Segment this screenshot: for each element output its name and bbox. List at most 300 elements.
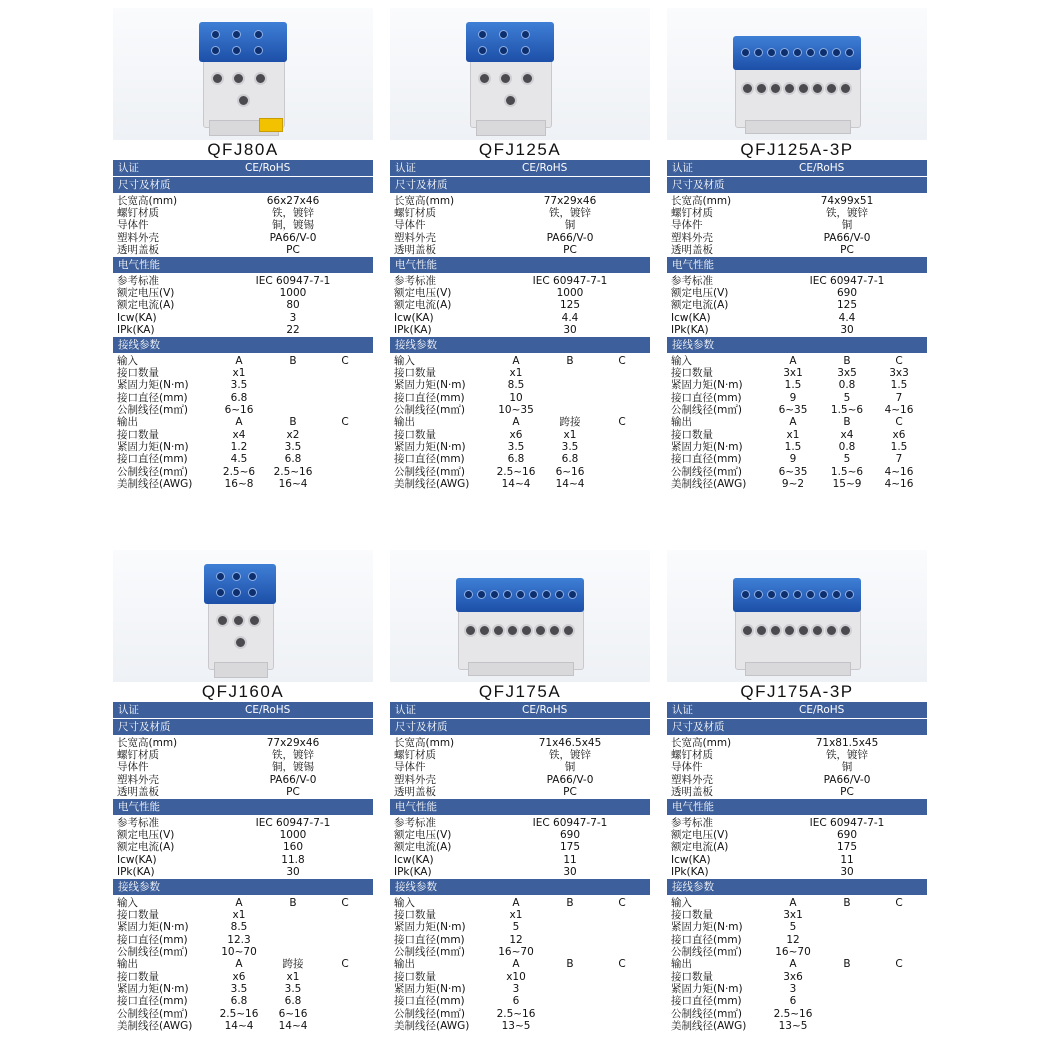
wiring-row xyxy=(667,995,927,1007)
wiring-label: 公制线径(m㎡) xyxy=(671,1007,742,1020)
spec-label: 参考标准 xyxy=(671,274,713,287)
wiring-row xyxy=(113,466,373,478)
terminal-hole-icon xyxy=(506,624,519,637)
spec-label: 塑料外壳 xyxy=(671,773,713,786)
screw-icon xyxy=(845,590,854,599)
wiring-row xyxy=(390,946,650,958)
terminal-hole-icon xyxy=(811,624,824,637)
spec-label: 额定电流(A) xyxy=(394,299,452,312)
wiring-header xyxy=(390,879,650,895)
wiring-row xyxy=(667,355,927,367)
spec-row xyxy=(667,854,927,866)
wiring-value-c: 7 xyxy=(895,453,903,466)
wiring-label: 紧固力矩(N·m) xyxy=(117,379,189,392)
wiring-value-b: x4 xyxy=(840,428,854,441)
wiring-row xyxy=(390,392,650,404)
wiring-value-b: 0.8 xyxy=(838,440,856,453)
wiring-label: 接口直径(mm) xyxy=(671,995,742,1008)
product-model-title: QFJ125A xyxy=(478,140,562,159)
spec-value: 71x46.5x45 xyxy=(538,737,602,749)
wiring-label: 接口数量 xyxy=(671,909,713,922)
wiring-value-a: 13~5 xyxy=(501,1019,531,1032)
spec-value: PC xyxy=(286,785,300,798)
wiring-row xyxy=(390,1020,650,1032)
wiring-rows xyxy=(390,354,650,491)
wiring-label: 美制线径(AWG) xyxy=(394,1019,470,1032)
screw-icon xyxy=(767,48,776,57)
wiring-label: 紧固力矩(N·m) xyxy=(671,982,743,995)
section-title: 接线参数 xyxy=(395,338,437,351)
terminal-hole-icon xyxy=(741,82,754,95)
wiring-value-a: x10 xyxy=(506,970,526,983)
spec-label: 透明盖板 xyxy=(671,243,713,256)
wiring-value-c: C xyxy=(341,896,349,909)
screw-icon xyxy=(232,572,241,581)
wiring-value-a: 8.5 xyxy=(507,379,525,392)
spec-row xyxy=(667,244,927,256)
wiring-label: 紧固力矩(N·m) xyxy=(394,921,466,934)
wiring-row xyxy=(390,971,650,983)
spec-row xyxy=(667,299,927,311)
product-card xyxy=(113,8,373,491)
wiring-value-a: 3x1 xyxy=(783,909,803,922)
wiring-row xyxy=(667,946,927,958)
wiring-value-a: 2.5~16 xyxy=(496,465,536,478)
section-title: 尺寸及材质 xyxy=(672,721,725,733)
spec-label: Icw(KA) xyxy=(117,311,157,324)
wiring-value-a: A xyxy=(235,416,243,429)
wiring-row xyxy=(390,416,650,428)
terminal-hole-icon xyxy=(254,72,267,85)
wiring-label: 输入 xyxy=(117,354,138,367)
cert-header-bar xyxy=(667,160,927,176)
wiring-value-b: B xyxy=(566,896,574,909)
wiring-value-a: A xyxy=(512,896,520,909)
wiring-label: 输出 xyxy=(671,958,692,971)
spec-label: 透明盖板 xyxy=(117,243,159,256)
cert-header-bar xyxy=(390,160,650,176)
wiring-row xyxy=(113,909,373,921)
section-title: 尺寸及材质 xyxy=(118,721,171,733)
wiring-label: 紧固力矩(N·m) xyxy=(671,921,743,934)
screw-icon xyxy=(464,590,473,599)
screw-icon xyxy=(555,590,564,599)
wiring-row xyxy=(390,404,650,416)
wiring-row xyxy=(113,1008,373,1020)
terminal-hole-icon xyxy=(521,72,534,85)
wiring-row xyxy=(113,995,373,1007)
section-title: 电气性能 xyxy=(118,258,160,271)
wiring-label: 紧固力矩(N·m) xyxy=(394,440,466,453)
terminal-hole-icon xyxy=(797,82,810,95)
spec-value: 铁，镀锌 xyxy=(272,749,314,762)
wiring-value-c: C xyxy=(618,354,626,367)
wiring-value-a: x1 xyxy=(786,428,800,441)
wiring-value-a: 2.5~6 xyxy=(222,465,256,478)
size-material-rows xyxy=(667,736,927,799)
spec-row xyxy=(667,786,927,798)
cert-value: CE/RoHS xyxy=(245,704,291,716)
screw-icon xyxy=(211,46,220,55)
electrical-header xyxy=(390,799,650,815)
wiring-value-a: 6~35 xyxy=(778,465,808,478)
wiring-header xyxy=(667,337,927,353)
wiring-value-b: 跨接 xyxy=(559,416,581,429)
wiring-row xyxy=(390,958,650,970)
wiring-label: 输出 xyxy=(394,958,415,971)
wiring-value-b: 1.5~6 xyxy=(830,465,864,478)
screw-icon xyxy=(503,590,512,599)
spec-row xyxy=(667,219,927,231)
screw-icon xyxy=(516,590,525,599)
spec-value: 铜 xyxy=(841,761,853,774)
screw-icon xyxy=(793,48,802,57)
wiring-value-a: 3 xyxy=(512,982,520,995)
wiring-value-a: 5 xyxy=(512,921,520,934)
spec-label: 额定电流(A) xyxy=(394,841,452,854)
spec-label: 透明盖板 xyxy=(394,785,436,798)
spec-value: IEC 60947-7-1 xyxy=(809,274,885,287)
wiring-row xyxy=(667,466,927,478)
spec-value: PA66/V-0 xyxy=(546,773,594,786)
wiring-value-a: 2.5~16 xyxy=(773,1007,813,1020)
spec-row xyxy=(113,749,373,761)
screw-icon xyxy=(832,590,841,599)
blue-cover xyxy=(466,22,554,62)
wiring-value-a: 9 xyxy=(789,453,797,466)
wiring-label: 美制线径(AWG) xyxy=(117,477,193,490)
size-material-rows xyxy=(113,194,373,257)
size-material-rows xyxy=(390,194,650,257)
wiring-label: 接口直径(mm) xyxy=(394,391,465,404)
wiring-row xyxy=(667,1008,927,1020)
wiring-value-a: A xyxy=(789,354,797,367)
wiring-value-b: 6~16 xyxy=(278,1007,308,1020)
size-material-header xyxy=(667,719,927,735)
product-card xyxy=(667,550,927,1033)
wiring-value-b: 1.5~6 xyxy=(830,404,864,417)
wiring-rows xyxy=(390,896,650,1033)
spec-label: 导体件 xyxy=(671,219,703,232)
wiring-row xyxy=(113,379,373,391)
screw-icon xyxy=(216,572,225,581)
wiring-row xyxy=(113,355,373,367)
wiring-header xyxy=(667,879,927,895)
spec-row xyxy=(390,324,650,336)
wiring-row xyxy=(113,392,373,404)
wiring-row xyxy=(390,1008,650,1020)
terminal-hole-icon xyxy=(520,624,533,637)
wiring-label: 接口直径(mm) xyxy=(117,453,188,466)
spec-value: 铜 xyxy=(564,761,576,774)
spec-label: 额定电流(A) xyxy=(117,841,175,854)
screw-icon xyxy=(767,590,776,599)
spec-value: 30 xyxy=(840,865,854,878)
wiring-label: 公制线径(m㎡) xyxy=(671,946,742,959)
wiring-value-a: 2.5~16 xyxy=(219,1007,259,1020)
spec-value: 690 xyxy=(559,829,581,842)
wiring-row xyxy=(390,453,650,465)
spec-row xyxy=(113,854,373,866)
wiring-label: 接口数量 xyxy=(394,970,436,983)
screw-icon xyxy=(845,48,854,57)
wiring-row xyxy=(390,934,650,946)
spec-row xyxy=(113,774,373,786)
spec-label: IPk(KA) xyxy=(117,323,155,336)
spec-row xyxy=(667,749,927,761)
spec-value: 66x27x46 xyxy=(266,195,320,207)
terminal-hole-icon xyxy=(755,624,768,637)
wiring-value-c: C xyxy=(895,416,903,429)
cert-header-bar xyxy=(667,702,927,718)
cert-value: CE/RoHS xyxy=(799,704,845,716)
section-title: 接线参数 xyxy=(118,338,160,351)
spec-row xyxy=(667,829,927,841)
spec-value: 77x29x46 xyxy=(266,737,320,749)
screw-icon xyxy=(754,48,763,57)
electrical-header xyxy=(113,257,373,273)
wiring-row xyxy=(113,404,373,416)
spec-value: PC xyxy=(563,785,577,798)
wiring-label: 接口数量 xyxy=(394,909,436,922)
terminal-hole-icon xyxy=(464,624,477,637)
spec-value: 77x29x46 xyxy=(543,195,597,207)
wiring-value-c: C xyxy=(895,958,903,971)
spec-label: IPk(KA) xyxy=(394,865,432,878)
terminal-hole-icon xyxy=(755,82,768,95)
spec-label: 塑料外壳 xyxy=(117,231,159,244)
screw-icon xyxy=(232,588,241,597)
wiring-value-b: B xyxy=(843,896,851,909)
product-model-title: QFJ175A-3P xyxy=(740,682,854,701)
wiring-row xyxy=(113,958,373,970)
wiring-label: 接口数量 xyxy=(394,428,436,441)
wiring-value-a: 9~2 xyxy=(781,477,805,490)
electrical-header xyxy=(113,799,373,815)
screw-icon xyxy=(478,46,487,55)
wiring-value-b: x1 xyxy=(563,428,577,441)
electrical-rows xyxy=(113,274,373,337)
spec-label: 透明盖板 xyxy=(671,785,713,798)
wiring-value-c: x6 xyxy=(892,428,906,441)
spec-value: 4.4 xyxy=(838,311,856,324)
cert-value: CE/RoHS xyxy=(245,162,291,174)
spec-label: Icw(KA) xyxy=(394,311,434,324)
spec-label: 透明盖板 xyxy=(394,243,436,256)
spec-value: 11 xyxy=(840,853,854,866)
terminal-hole-icon xyxy=(534,624,547,637)
spec-value: PC xyxy=(286,243,300,256)
screw-icon xyxy=(832,48,841,57)
screw-icon xyxy=(819,590,828,599)
wiring-row xyxy=(667,404,927,416)
spec-row xyxy=(390,299,650,311)
spec-label: Icw(KA) xyxy=(394,853,434,866)
spec-label: 螺钉材质 xyxy=(117,749,159,762)
spec-label: 螺钉材质 xyxy=(671,749,713,762)
din-clip xyxy=(259,118,283,132)
spec-value: 125 xyxy=(559,299,581,312)
product-photo xyxy=(390,8,650,140)
spec-row xyxy=(113,841,373,853)
spec-value: 80 xyxy=(286,299,300,312)
wiring-value-a: A xyxy=(235,896,243,909)
spec-value: 铜，镀锡 xyxy=(272,761,314,774)
terminal-hole-icon xyxy=(234,636,247,649)
size-material-header xyxy=(390,719,650,735)
wiring-row xyxy=(113,897,373,909)
wiring-row xyxy=(113,367,373,379)
spec-row xyxy=(113,207,373,219)
screw-icon xyxy=(521,46,530,55)
terminal-hole-icon xyxy=(237,94,250,107)
spec-row xyxy=(113,195,373,207)
spec-label: IPk(KA) xyxy=(394,323,432,336)
spec-label: 螺钉材质 xyxy=(394,207,436,220)
spec-value: PA66/V-0 xyxy=(546,231,594,244)
spec-value: IEC 60947-7-1 xyxy=(532,816,608,829)
spec-label: 长宽高(mm) xyxy=(671,737,732,749)
wiring-value-a: 6.8 xyxy=(507,453,525,466)
wiring-value-b: B xyxy=(566,354,574,367)
spec-row xyxy=(390,219,650,231)
terminal-hole-icon xyxy=(783,624,796,637)
wiring-value-a: 16~70 xyxy=(775,946,811,959)
spec-label: IPk(KA) xyxy=(671,865,709,878)
wiring-row xyxy=(390,983,650,995)
wiring-row xyxy=(667,1020,927,1032)
wiring-row xyxy=(667,392,927,404)
wiring-label: 接口直径(mm) xyxy=(394,453,465,466)
wiring-value-a: A xyxy=(235,354,243,367)
spec-value: PA66/V-0 xyxy=(823,231,871,244)
wiring-value-a: A xyxy=(789,896,797,909)
wiring-value-a: 6.8 xyxy=(230,391,248,404)
wiring-value-b: 6.8 xyxy=(561,453,579,466)
section-title: 尺寸及材质 xyxy=(672,179,725,191)
wiring-value-a: 9 xyxy=(789,391,797,404)
terminal-hole-icon xyxy=(811,82,824,95)
spec-value: 4.4 xyxy=(561,311,579,324)
wiring-value-b: B xyxy=(566,958,574,971)
wiring-row xyxy=(667,897,927,909)
product-photo xyxy=(390,550,650,682)
cert-label: 认证 xyxy=(395,162,416,174)
wiring-row xyxy=(390,995,650,1007)
section-title: 接线参数 xyxy=(672,338,714,351)
section-title: 电气性能 xyxy=(395,258,437,271)
spec-row xyxy=(667,774,927,786)
spec-row xyxy=(113,312,373,324)
wiring-value-a: 8.5 xyxy=(230,921,248,934)
wiring-value-c: C xyxy=(895,354,903,367)
wiring-value-a: 6 xyxy=(512,995,520,1008)
spec-label: 额定电压(V) xyxy=(117,287,175,300)
spec-value: 22 xyxy=(286,323,300,336)
terminal-hole-icon xyxy=(825,624,838,637)
terminal-hole-icon xyxy=(769,82,782,95)
wiring-row xyxy=(667,983,927,995)
section-title: 尺寸及材质 xyxy=(395,721,448,733)
wiring-row xyxy=(667,367,927,379)
spec-value: IEC 60947-7-1 xyxy=(255,274,331,287)
wiring-row xyxy=(667,379,927,391)
wiring-value-a: 6.8 xyxy=(230,995,248,1008)
spec-row xyxy=(390,817,650,829)
wiring-row xyxy=(667,416,927,428)
spec-label: 导体件 xyxy=(117,219,149,232)
wiring-label: 美制线径(AWG) xyxy=(671,1019,747,1032)
wiring-row xyxy=(113,934,373,946)
wiring-rows xyxy=(113,354,373,491)
screw-icon xyxy=(568,590,577,599)
wiring-row xyxy=(113,441,373,453)
terminal-hole-icon xyxy=(504,94,517,107)
terminal-hole-icon xyxy=(839,624,852,637)
wiring-row xyxy=(113,453,373,465)
spec-label: 参考标准 xyxy=(671,816,713,829)
spec-row xyxy=(113,299,373,311)
wiring-label: 美制线径(AWG) xyxy=(671,477,747,490)
spec-label: 导体件 xyxy=(671,761,703,774)
wiring-value-b: 16~4 xyxy=(278,477,308,490)
wiring-label: 公制线径(m㎡) xyxy=(394,1007,465,1020)
product-card xyxy=(390,8,650,491)
screw-icon xyxy=(478,30,487,39)
wiring-value-c: C xyxy=(895,896,903,909)
spec-row xyxy=(390,207,650,219)
spec-label: 额定电流(A) xyxy=(671,841,729,854)
wiring-label: 紧固力矩(N·m) xyxy=(394,379,466,392)
wiring-label: 公制线径(m㎡) xyxy=(671,404,742,417)
wiring-row xyxy=(113,478,373,490)
terminal-hole-icon xyxy=(741,624,754,637)
spec-row xyxy=(113,817,373,829)
product-model-title: QFJ125A-3P xyxy=(740,140,854,159)
section-title: 尺寸及材质 xyxy=(395,179,448,191)
blue-cover xyxy=(199,22,287,62)
cert-header-bar xyxy=(390,702,650,718)
wiring-value-b: x2 xyxy=(286,428,300,441)
spec-row xyxy=(113,232,373,244)
cert-label: 认证 xyxy=(395,704,416,716)
spec-row xyxy=(113,786,373,798)
wiring-value-b: 15~9 xyxy=(832,477,862,490)
spec-row xyxy=(667,866,927,878)
wiring-label: 接口数量 xyxy=(117,970,159,983)
spec-row xyxy=(390,761,650,773)
wiring-label: 公制线径(m㎡) xyxy=(117,404,188,417)
wiring-value-a: 16~70 xyxy=(498,946,534,959)
wiring-row xyxy=(113,1020,373,1032)
section-title: 接线参数 xyxy=(672,880,714,893)
wiring-value-b: B xyxy=(843,354,851,367)
wiring-label: 紧固力矩(N·m) xyxy=(671,440,743,453)
spec-row xyxy=(390,749,650,761)
wiring-row xyxy=(667,958,927,970)
wiring-row xyxy=(113,416,373,428)
spec-value: 30 xyxy=(286,865,300,878)
din-rail-foot xyxy=(468,662,574,676)
wiring-label: 公制线径(m㎡) xyxy=(671,465,742,478)
section-title: 电气性能 xyxy=(395,800,437,813)
wiring-row xyxy=(390,379,650,391)
wiring-value-a: 4.5 xyxy=(230,453,248,466)
wiring-value-b: B xyxy=(843,416,851,429)
wiring-row xyxy=(667,921,927,933)
wiring-value-b: 3.5 xyxy=(284,982,302,995)
wiring-label: 接口直径(mm) xyxy=(671,453,742,466)
